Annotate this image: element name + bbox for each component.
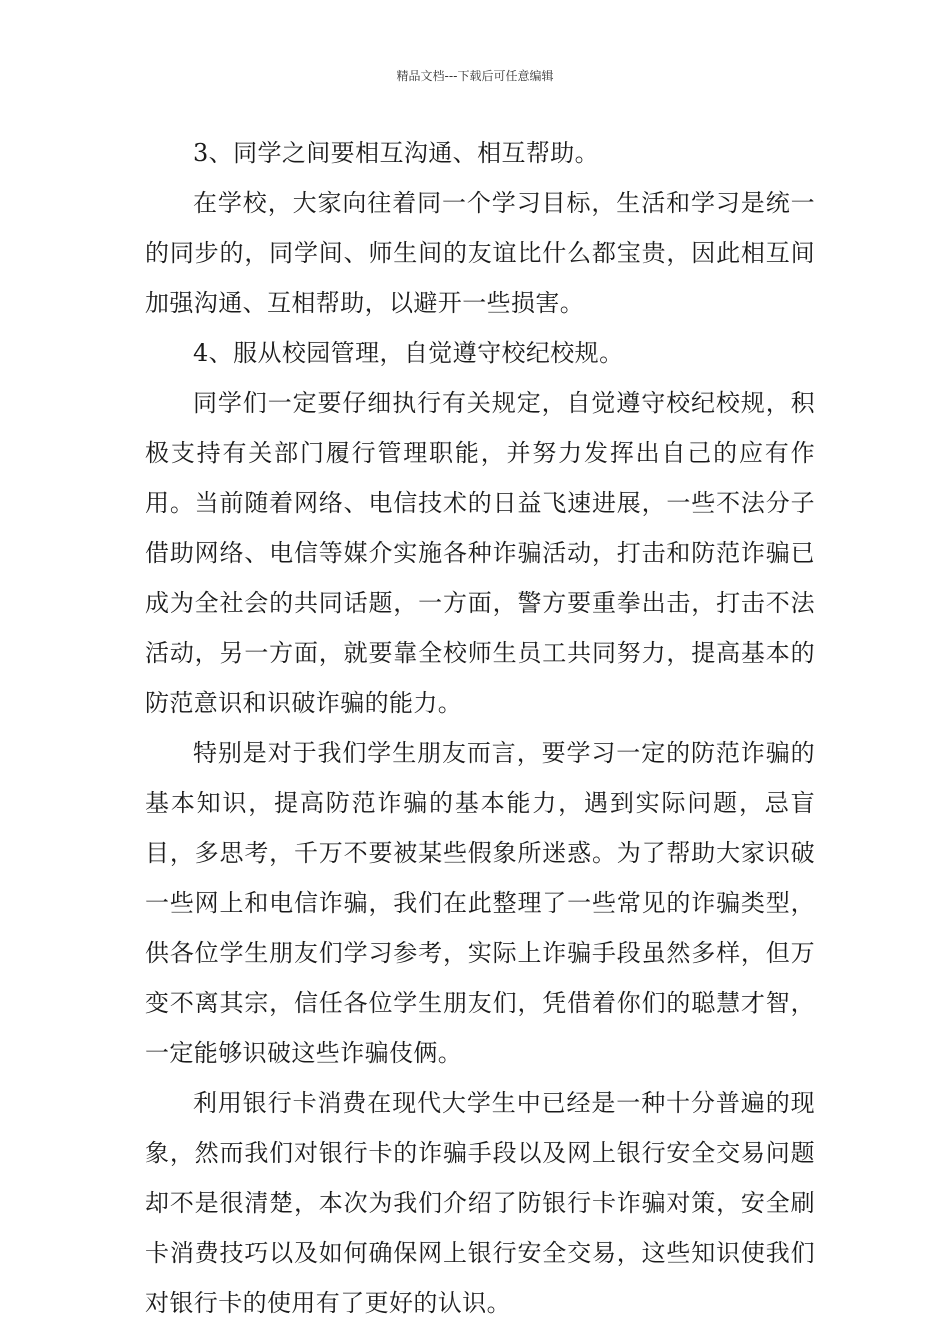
heading-item-4: 4、服从校园管理，自觉遵守校纪校规。: [193, 339, 624, 367]
paragraph-bank-card: 利用银行卡消费在现代大学生中已经是一种十分普遍的现象，然而我们对银行卡的诈骗手段以及网上银行安全交易问题却不是很清楚，本次为我们介绍了防银行卡诈骗对策，安全刷卡消费技巧以及如何确保网上银行安全交易，这些知识使我们对银行卡的使用有了更好的认识。: [145, 1089, 815, 1317]
paragraph-friendship: 在学校，大家向往着同一个学习目标，生活和学习是统一的同步的，同学间、师生间的友谊比什么都宝贵，因此相互间加强沟通、互相帮助，以避开一些损害。: [145, 189, 815, 317]
paragraph-rules: 同学们一定要仔细执行有关规定，自觉遵守校纪校规，积极支持有关部门履行管理职能，并努力发挥出自己的应有作用。当前随着网络、电信技术的日益飞速进展，一些不法分子借助网络、电信等媒介实施各种诈骗活动，打击和防范诈骗已成为全社会的共同话题，一方面，警方要重拳出击，打击不法活动，另一方面，就要靠全校师生员工共同努力，提高基本的防范意识和识破诈骗的能力。: [145, 389, 815, 717]
paragraph-fraud-prevention: 特别是对于我们学生朋友而言，要学习一定的防范诈骗的基本知识，提高防范诈骗的基本能力，遇到实际问题，忌盲目，多思考，千万不要被某些假象所迷惑。为了帮助大家识破一些网上和电信诈骗，我们在此整理了一些常见的诈骗类型，供各位学生朋友们学习参考，实际上诈骗手段虽然多样，但万变不离其宗，信任各位学生朋友们，凭借着你们的聪慧才智，一定能够识破这些诈骗伎俩。: [145, 739, 815, 1067]
header-note: 精品文档---下载后可任意编辑: [396, 69, 554, 83]
document-body: [145, 128, 815, 1328]
heading-item-3: 3、同学之间要相互沟通、相互帮助。: [193, 139, 600, 167]
